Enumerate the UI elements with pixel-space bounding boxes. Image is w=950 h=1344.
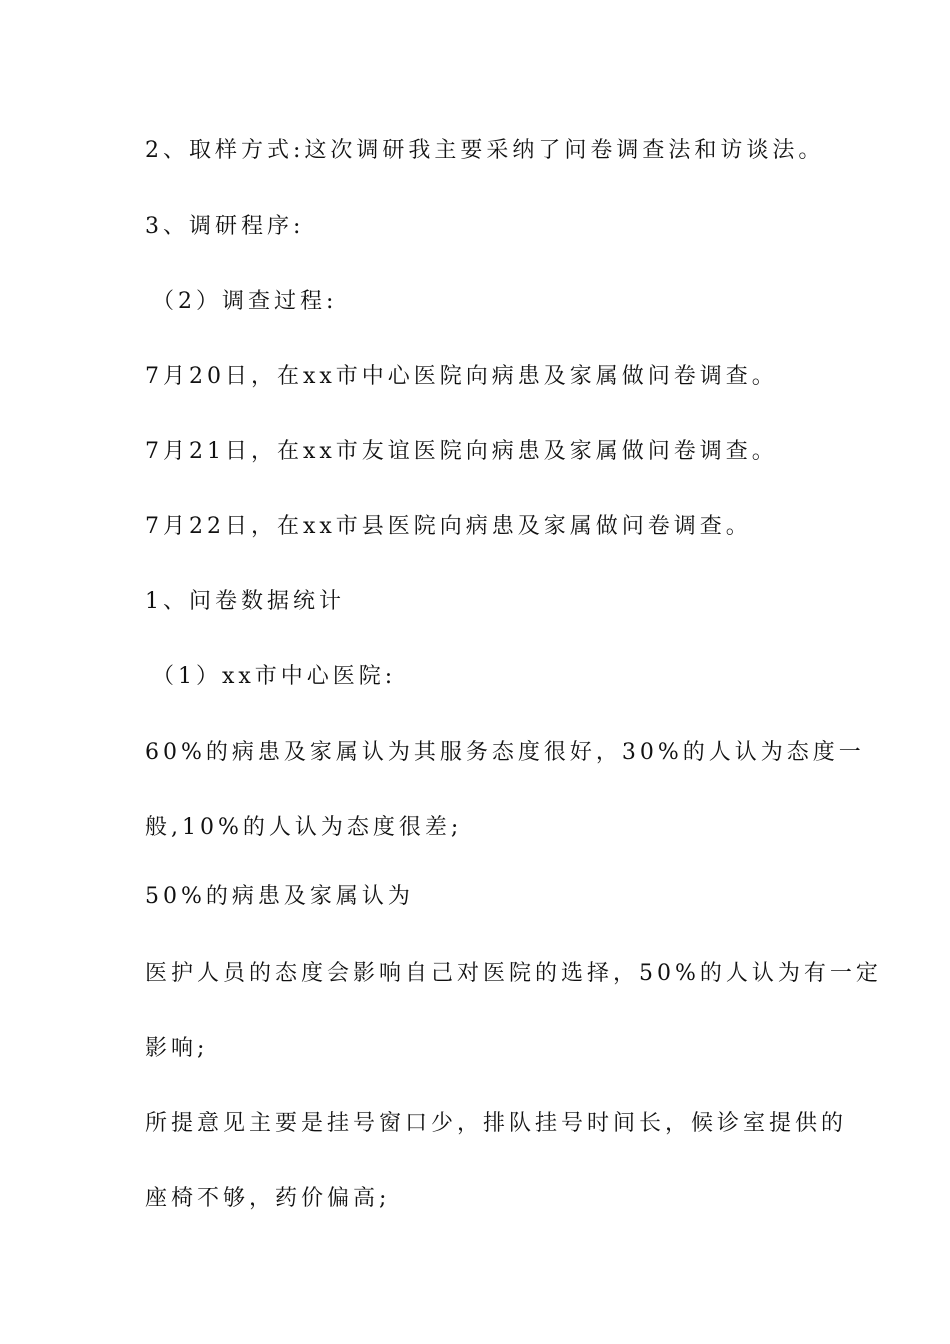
- paragraph-line: 50%的病患及家属认为: [145, 884, 414, 909]
- section-questionnaire-statistics: 1、问卷数据统计: [145, 589, 345, 614]
- paragraph-line: 7月22日，在xx市县医院向病患及家属做问卷调查。: [145, 514, 752, 539]
- paragraph-line: 60%的病患及家属认为其服务态度很好，30%的人认为态度一: [145, 740, 865, 765]
- paragraph-line: 般,10%的人认为态度很差;: [145, 815, 463, 840]
- paragraph-line: 所提意见主要是挂号窗口少，排队挂号时间长，候诊室提供的: [145, 1111, 848, 1136]
- paragraph-line: 座椅不够，药价偏高;: [145, 1186, 391, 1211]
- subsection-survey-process: （2）调查过程:: [152, 289, 338, 314]
- section-sampling-method: 2、取样方式:这次调研我主要采纳了问卷调查法和访谈法。: [145, 138, 825, 163]
- paragraph-line: 7月21日，在xx市友谊医院向病患及家属做问卷调查。: [145, 439, 778, 464]
- subsection-central-hospital: （1）xx市中心医院:: [152, 664, 397, 689]
- paragraph-line: 医护人员的态度会影响自己对医院的选择，50%的人认为有一定: [145, 961, 882, 986]
- paragraph-line: 7月20日，在xx市中心医院向病患及家属做问卷调查。: [145, 364, 778, 389]
- paragraph-line: 影响;: [145, 1036, 209, 1061]
- section-research-procedure: 3、调研程序:: [145, 214, 305, 239]
